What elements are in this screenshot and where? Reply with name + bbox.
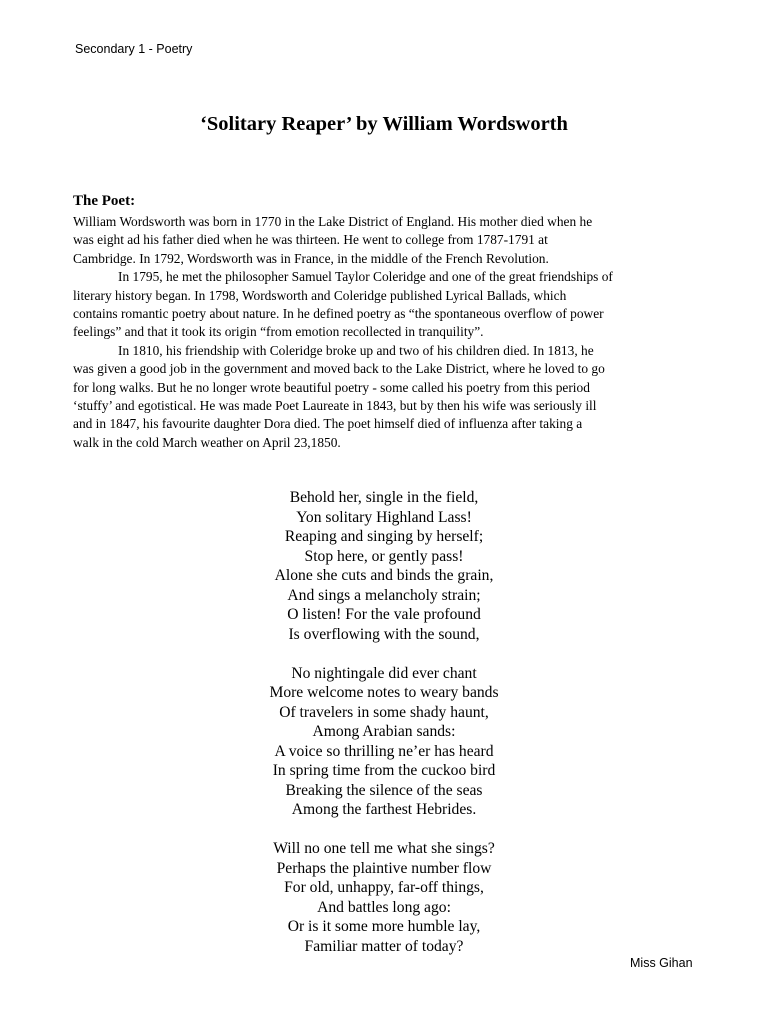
bio-line: William Wordsworth was born in 1770 in the Lake District of England. His mother died when he: [73, 214, 593, 229]
poem-line: Alone she cuts and binds the grain,: [274, 567, 494, 584]
poem-line: For old, unhappy, far-off things,: [284, 879, 484, 896]
poem-line: Among Arabian sands:: [312, 723, 456, 740]
bio-line: ‘stuffy’ and egotistical. He was made Poet Laureate in 1843, but by then his wife was seriously ill: [73, 398, 597, 414]
poem-line: Stop here, or gently pass!: [304, 547, 464, 565]
poem-line: No nightingale did ever chant: [291, 664, 477, 682]
poem-line: Or is it some more humble lay,: [287, 918, 481, 935]
poem-line: And sings a melancholy strain;: [287, 586, 481, 604]
poem-line: Yon solitary Highland Lass!: [296, 508, 472, 526]
poem-line: Reaping and singing by herself;: [284, 528, 484, 545]
bio-line: In 1810, his friendship with Coleridge broke up and two of his children died. In 1813, he: [118, 342, 594, 358]
bio-line: was given a good job in the government and moved back to the Lake District, where he loved to go: [73, 361, 605, 377]
bio-line: and in 1847, his favourite daughter Dora died. The poet himself died of influenza after taking a: [73, 416, 583, 432]
document-title: ‘Solitary Reaper’ by William Wordsworth: [200, 113, 568, 135]
bio-line: walk in the cold March weather on April 23,1850.: [73, 434, 341, 450]
poem-line: Of travelers in some shady haunt,: [279, 703, 489, 721]
bio-line: literary history began. In 1798, Wordsworth and Coleridge published Lyrical Ballads, which: [73, 287, 567, 303]
poem-line: Is overflowing with the sound,: [288, 625, 480, 643]
poem-stanza: [0, 839, 768, 956]
poem-line: O listen! For the vale profound: [287, 606, 481, 623]
poem-line: Will no one tell me what she sings?: [273, 840, 495, 857]
poem-line: A voice so thrilling ne’er has heard: [274, 742, 494, 760]
poem-line: Behold her, single in the field,: [289, 489, 479, 506]
bio-line: Cambridge. In 1792, Wordsworth was in France, in the middle of the French Revolution.: [73, 250, 549, 266]
poet-biography: [73, 213, 698, 452]
poem-line: Perhaps the plaintive number flow: [276, 859, 492, 877]
bio-line: In 1795, he met the philosopher Samuel Taylor Coleridge and one of the great friendships of: [118, 269, 613, 285]
author-footer: Miss Gihan: [630, 956, 693, 970]
poem-text: [0, 488, 768, 976]
bio-line: contains romantic poetry about nature. In he defined poetry as “the spontaneous overflow of power: [73, 306, 604, 322]
bio-line: feelings” and that it took its origin “from emotion recollected in tranquility”.: [73, 324, 484, 340]
poem-line: And battles long ago:: [317, 898, 451, 916]
poem-line: In spring time from the cuckoo bird: [272, 762, 496, 779]
poem-line: Familiar matter of today?: [304, 937, 464, 955]
poem-line: More welcome notes to weary bands: [269, 684, 499, 701]
page-header: Secondary 1 - Poetry: [75, 42, 193, 56]
poem-stanza: [0, 664, 768, 820]
poem-stanza: [0, 488, 768, 644]
section-heading-poet: The Poet:: [73, 193, 136, 209]
poem-line: Breaking the silence of the seas: [285, 781, 483, 799]
bio-line: was eight ad his father died when he was thirteen. He went to college from 1787-1791 at: [73, 232, 548, 248]
poem-line: Among the farthest Hebrides.: [291, 801, 477, 818]
bio-line: for long walks. But he no longer wrote beautiful poetry - some called his poetry from this period: [73, 379, 590, 395]
